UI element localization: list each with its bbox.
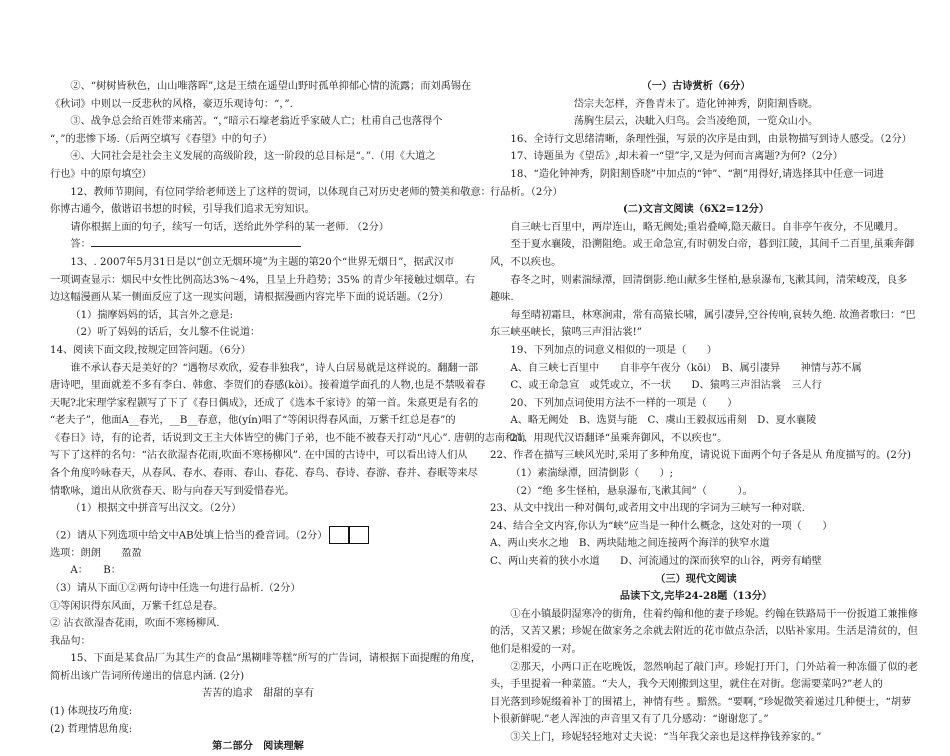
text-line: (1) 体现技巧角度: xyxy=(50,706,133,718)
text-line: （3）请从下面①②两句诗中任选一句进行品析.（2分） xyxy=(50,582,301,594)
text-line: 各个角度吟咏春天，从春风、春水、春雨、春山、春花、春鸟、春诗、春游、春并、春眠等来尽 xyxy=(50,468,478,480)
text-line: 谁不承认春天是美好的？“遇物尽欢欣，爱春非独我”，诗人白居易就是这样说的。翻翻一部 xyxy=(70,362,479,374)
option-line: C、两山夹着的狭小水道 D、河流通过的深而狭窄的山谷，两旁有峭壁 xyxy=(490,556,822,568)
spacer xyxy=(50,518,466,526)
section-heading: (二)文言文阅读（6X2=12分） xyxy=(622,203,770,216)
ad-slogan: 苦苦的追求 甜甜的享有 xyxy=(201,688,315,700)
text-line: 自三峡七百里中，两岸连山，略无阙处;重岩叠嶂,隐天蔽日。自非亭午夜分，不见曦月。 xyxy=(510,221,905,233)
text-line: ①等闲识得东风面，万紫千红总是春。 xyxy=(50,600,224,612)
text-line: 情歌咏，道出从欣赏春天、盼与向春天写到爱惜春光。 xyxy=(50,485,295,497)
question-19: 19、下列加点的词意义相似的一项是（ ） xyxy=(510,344,717,356)
text-line: 《秋词》中则以一反悲秋的风格，豪迈乐观诗句：“，”. xyxy=(50,98,293,110)
question-24: 24、结合全文内容,你认为“峡”应当是一种什么概念，这处对的一项（ ） xyxy=(490,520,833,532)
text-line: 风，不以疾也。 xyxy=(490,256,562,268)
text-line: 行品析。（2分） xyxy=(490,186,563,198)
text-line: 《春日》诗，有的论者，话说到文王主大体皆空的佛门子弟，也不能不被春天打动“凡心”. 唐朝的志南和尚 xyxy=(50,432,526,444)
text-line: 唐诗吧，里面就差不多有李白、韩愈、李贺们的春感(kòi）。接着道学面孔的人物,也是不禁吸着春 xyxy=(50,380,486,392)
question-13: 13、. 2007年5月31日是以“创立无烟环境”为主题的第20个“世界无烟日”，据武汉市 xyxy=(70,256,455,268)
question-22: 22、作者在描写三峡风光时,采用了多种角度，请说说下面两个句子各是从 角度描写的。(2分) xyxy=(490,450,911,462)
section-subheading: 品读下文,完毕24-28题（13分） xyxy=(619,590,773,603)
poem-line: 荡胸生层云，决眦入归鸟。会当凌绝顶，一览众山小。 xyxy=(573,116,819,128)
question-20: 20、下列加点词使用方法不一样的一项是（ ） xyxy=(510,397,738,409)
text-line: ② 沾衣欲湿杏花雨，吹面不寒杨柳风. xyxy=(50,618,220,630)
option-line: A、略无阙处 B、选贤与能 C、虞山王毅叔远甫刻 D、夏水襄陵 xyxy=(510,415,817,427)
section-heading: 第二部分 阅读理解 xyxy=(212,740,304,753)
section-heading: （一）古诗赏析（6分） xyxy=(641,80,751,92)
question-18: 18、“造化钟神秀，阴阳割昏晓”中加点的“钟”、“割”用得好,请选择其中任意一词进 xyxy=(510,168,884,180)
question-12: 12、教师节期间，有位同学给老师送上了这样的贺词，以体现自己对历史老师的赞美和敬意： xyxy=(70,186,491,198)
answer-blank xyxy=(91,236,301,247)
question-14: 14、阅读下面文段,按规定回答问题。（6分） xyxy=(50,344,251,356)
text-line: ③关上门，珍妮轻轻地对丈夫说：“当年我父亲也是这样挣钱养家的。” xyxy=(510,731,822,743)
text-line: 选项：朗朗 盈盈 xyxy=(50,547,142,559)
answer-boxes xyxy=(329,526,369,545)
text-line: 每至晴初霜旦，林寒涧肃，常有高猿长啸，属引凄异,空谷传响,哀转久绝. 故渔者歌曰：“巴 xyxy=(510,309,916,321)
text-line: （1）素湍绿潭，回清倒影（ ）; xyxy=(510,468,674,480)
text-line: ②那天，小两口正在吃晚饭，忽然响起了敲门声。珍妮打开门，门外站着一种冻僵了似的老 xyxy=(510,661,918,673)
text-line: 你博古通今，傲谐诏书想的时候，引导我们追求无穷知识。 xyxy=(50,204,315,216)
text-line: （2）听了妈妈的话后，女儿黎不住说道： xyxy=(70,327,261,339)
text-line: （1）揣摩妈妈的话，其言外之意是: xyxy=(70,309,234,321)
text-line: ②、“树树皆秋色，山山唯落晖”,这是王绩在遥望山野时孤单抑郁心情的流露；而刘禹锡在 xyxy=(70,81,472,92)
text-line: 我品句： xyxy=(50,635,91,647)
text-line: 东三峡巫峡长，猿鸣三声泪沾裳!” xyxy=(490,327,642,339)
section-heading: （三）现代文阅读 xyxy=(655,572,737,585)
option-line: A、自三峡七百里中 自非亭午夜分（kōi） B、属引凄异 神情与苏不属 xyxy=(510,362,862,374)
text-line: “，”的悲惨下场.（后两空填写《春望》中的句子） xyxy=(50,133,273,145)
question-21: 21、用现代汉语翻译“虽乘奔御风，不以疾也”。 xyxy=(510,432,728,444)
text-line: 一项调查显示：烟民中女性比例高达3%～4%，且呈上升趋势；35% 的青少年接触过烟草。右 xyxy=(50,274,475,286)
text-line: （1）根据文中拼音写出汉文。（2分） xyxy=(70,503,242,515)
question-17: 17、诗题虽为《望岳》,却未着一“望”字,又是为何而言离题?为何?（2分） xyxy=(510,151,843,163)
text-line: 卜很新鲜呢.”老人浑浊的声音里又有了几分感动：“谢谢您了。” xyxy=(490,714,769,726)
text-line: 请你根据上面的句子，续写一句话，送给此外学科的某一老师. （2分） xyxy=(70,221,389,233)
text-line: A： B： xyxy=(70,565,121,577)
text-line: ④、大同社会是社会主义发展的高级阶段，这一阶段的总目标是“。”.（用《大道之 xyxy=(70,151,436,163)
question-15: 15、下面是某食品厂为其生产的食品“黑糊啡等糕”所写的广告词，请根据下面提醒的角度， xyxy=(70,653,481,665)
text-line: (2) 哲理情思角度: xyxy=(50,723,133,735)
option-line: A、两山夹水之地 B、两块陆地之间连接两个海洋的狭窄水道 xyxy=(490,538,770,550)
text-line: 写下了这样的名句：“沾衣欲湿杏花雨,吹面不寒杨柳风”. 在中国的古诗中，可以看出诗人们从 xyxy=(50,450,468,462)
text-line: 行也》中的原句填空） xyxy=(50,168,152,180)
text-line: ③、战争总会给百姓带来痛苦。“，”暗示石壕老翁近乎家破人亡；杜甫自己也落得个 xyxy=(70,116,443,128)
text-line: 他们是相爱的一对。 xyxy=(490,644,582,655)
option-line: C、或王命急宣 或凭或立，不一状 D、猿鸣三声泪沾裳 三人行 xyxy=(510,380,822,392)
text-line: 天呢?北宋理学家程颢写了下了《春日偶成》，还成了《选本千家诗》的第一首。朱熹更是有名的 xyxy=(50,397,479,409)
poem-line: 岱宗夫怎样，齐鲁青未了。造化钟神秀，阴阳割昏晓。 xyxy=(573,98,819,110)
text-line: 的活，又苦又累；珍妮在做家务之余就去附近的花市做点杂活，以贴补家用。生活是清贫的，但 xyxy=(490,626,918,638)
text-line: 简析出该广告词所传递出的信息内涵. (2分) xyxy=(50,670,245,682)
text-line: 至于夏水襄陵，沿溯阻绝。或王命急宣,有时朝发白帝，暮到江陵，其间千二百里,虽乘奔御 xyxy=(510,239,915,251)
answer-line: 答： xyxy=(50,236,466,254)
answer-box-a[interactable] xyxy=(329,526,349,544)
text-line: 春冬之时，则素湍绿潭，回清倒影.绝山献多生怪柏,悬泉瀑布,飞漱其间，清荣峻茂，良多 xyxy=(510,274,908,286)
right-column xyxy=(490,78,918,747)
text-line: ①在小镇最阴湿寒冷的街角，住着约翰和他的妻子珍妮。约翰在铁路局干一份扳道工兼推修 xyxy=(510,608,918,620)
question-23: 23、从文中找出一种对偶句,或者用文中出现的字词为三峡写一种对联. xyxy=(490,503,805,515)
text-line: （2）“绝 多生怪柏，悬泉瀑布,飞漱其间”（ ）。 xyxy=(510,485,753,497)
answer-box-b[interactable] xyxy=(349,526,369,544)
question-16: 16、全诗行文思绪清晰，条理性强，写景的次序是由到，由景物描写到诗人感受。（2分） xyxy=(510,133,912,145)
text-line: 边这幅漫画从某一侧面反应了这一现实问题，请根据漫画内容完毕下面的说话题。（2分） xyxy=(50,292,449,304)
text-line: “老夫子”，他面A__春光，__B__春意，他(yín)唱了“等闲识得春风面，万紫千红总是春”的 xyxy=(50,415,456,427)
text-line: 头，手里提着一种菜篮。“夫人，我今天刚搬到这里，就住在对街。您需要菜吗?”老人的 xyxy=(490,679,883,691)
text-line: 目光落到珍妮缀着补丁的围裙上，神情有些 。黯然。“要啊，”珍妮微笑着递过几种便士，“胡萝 xyxy=(490,696,912,708)
text-line: 趣味. xyxy=(490,292,514,304)
text-line: （2）请从下列选项中给文中AB处填上恰当的叠音词。（2分） xyxy=(50,526,466,545)
